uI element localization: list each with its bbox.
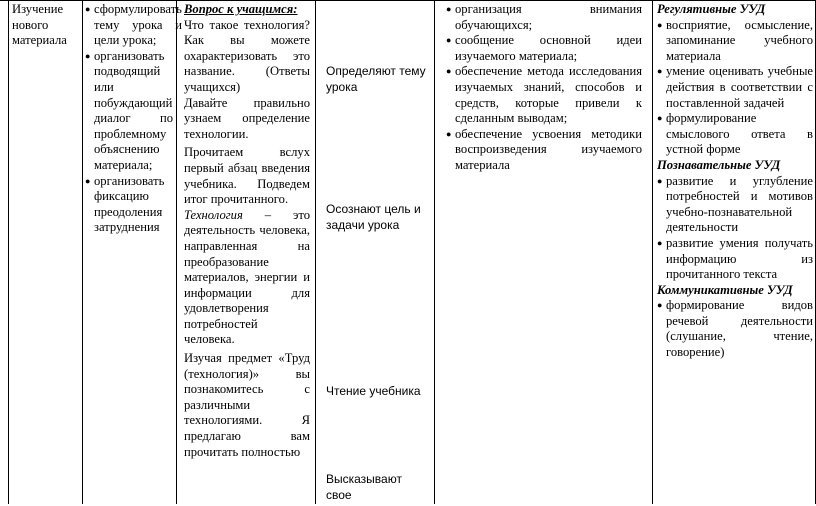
column-divider: [176, 0, 177, 504]
table-border-left: [8, 0, 9, 504]
stage-name: Изучение нового материала: [12, 2, 67, 48]
definition-text: – это деятельность человека, направленная на преобразование материалов, энергии и информации для удовлетворения потребностей человека.: [184, 207, 310, 347]
bullet-icon: ●: [446, 128, 452, 139]
stage-cell: [12, 2, 78, 506]
list-item: ● развитие умения получать информацию из прочитанного текста: [657, 235, 813, 282]
definition-term: Технология: [184, 207, 243, 222]
bullet-icon: ●: [446, 35, 452, 46]
bullet-icon: ●: [446, 66, 452, 77]
uud-cell: [657, 2, 813, 506]
column-divider: [82, 0, 83, 504]
list-item: ● организовать подводящий или побуждающий диалог по проблемному объяснению материала;: [85, 48, 173, 172]
bullet-icon: ●: [446, 4, 452, 14]
column-divider: [652, 0, 653, 504]
methods-cell: [85, 2, 182, 506]
list-item: ● организовать фиксацию преодоления затруднения: [85, 173, 165, 235]
list-item: ● формирование видов речевой деятельности (слушание, чтение, говорение): [657, 298, 813, 360]
column-divider: [315, 0, 316, 504]
student-activity-4: Высказывают свое: [326, 472, 402, 502]
bullet-icon: ●: [85, 50, 91, 61]
paragraph: Что такое технология? Как вы можете охарактеризовать это название. (Ответы учащихся): [184, 17, 310, 94]
column-divider: [434, 0, 435, 504]
list-item: ● обеспечение метода исследования изучаемых знаний, способов и средств, которые привели к сделанным выводам;: [446, 64, 642, 126]
list-item: ● сообщение основной идеи изучаемого материала;: [446, 33, 642, 63]
communicative-heading: Коммуникативные УУД: [657, 282, 793, 297]
bullet-icon: ●: [657, 237, 663, 248]
table-top-border: [0, 0, 816, 1]
list-item: ● обеспечение усвоения методики воспроизведения изучаемого материала: [446, 126, 642, 172]
definition-paragraph: [184, 208, 310, 348]
question-heading: Вопрос к учащимся:: [184, 2, 298, 16]
paragraph: Давайте правильно узнаем определение технологии.: [184, 95, 310, 141]
student-activity-2: Осознают цель и задачи урока: [326, 202, 421, 232]
student-activity-3: Чтение учебника: [326, 384, 421, 398]
regulative-heading: Регулятивные УУД: [657, 2, 766, 16]
bullet-icon: ●: [657, 175, 663, 186]
list-item: ● формулирование смыслового ответа в устной форме: [657, 111, 813, 157]
teacher-activity-cell: [184, 2, 310, 506]
bullet-icon: ●: [657, 300, 663, 311]
forms-cell: [446, 2, 642, 506]
bullet-icon: ●: [85, 4, 91, 14]
bullet-icon: ●: [85, 175, 91, 186]
cognitive-heading: Познавательные УУД: [657, 157, 781, 172]
paragraph: Изучая предмет «Труд (технология)» вы познакомитесь с различными технологиями. Я предлагаю вам прочитать полностью: [184, 351, 310, 459]
list-item: ● организация внимания обучающихся;: [446, 2, 642, 32]
student-activity-1: Определяют тему урока: [326, 64, 426, 94]
list-item: ● восприятие, осмысление, запоминание учебного материала: [657, 17, 813, 63]
bullet-icon: ●: [657, 113, 663, 124]
list-item: ● развитие и углубление потребностей и мотивов учебно-познавательной деятельности: [657, 173, 813, 235]
list-item: ● умение оценивать учебные действия в соответствии с поставленной задачей: [657, 64, 813, 110]
bullet-icon: ●: [657, 19, 663, 30]
list-item: ● сформулировать тему урока и цели урока;: [85, 2, 182, 48]
bullet-icon: ●: [657, 66, 663, 77]
paragraph: Прочитаем вслух первый абзац введения учебника. Подведем итог прочитанного.: [184, 145, 310, 207]
